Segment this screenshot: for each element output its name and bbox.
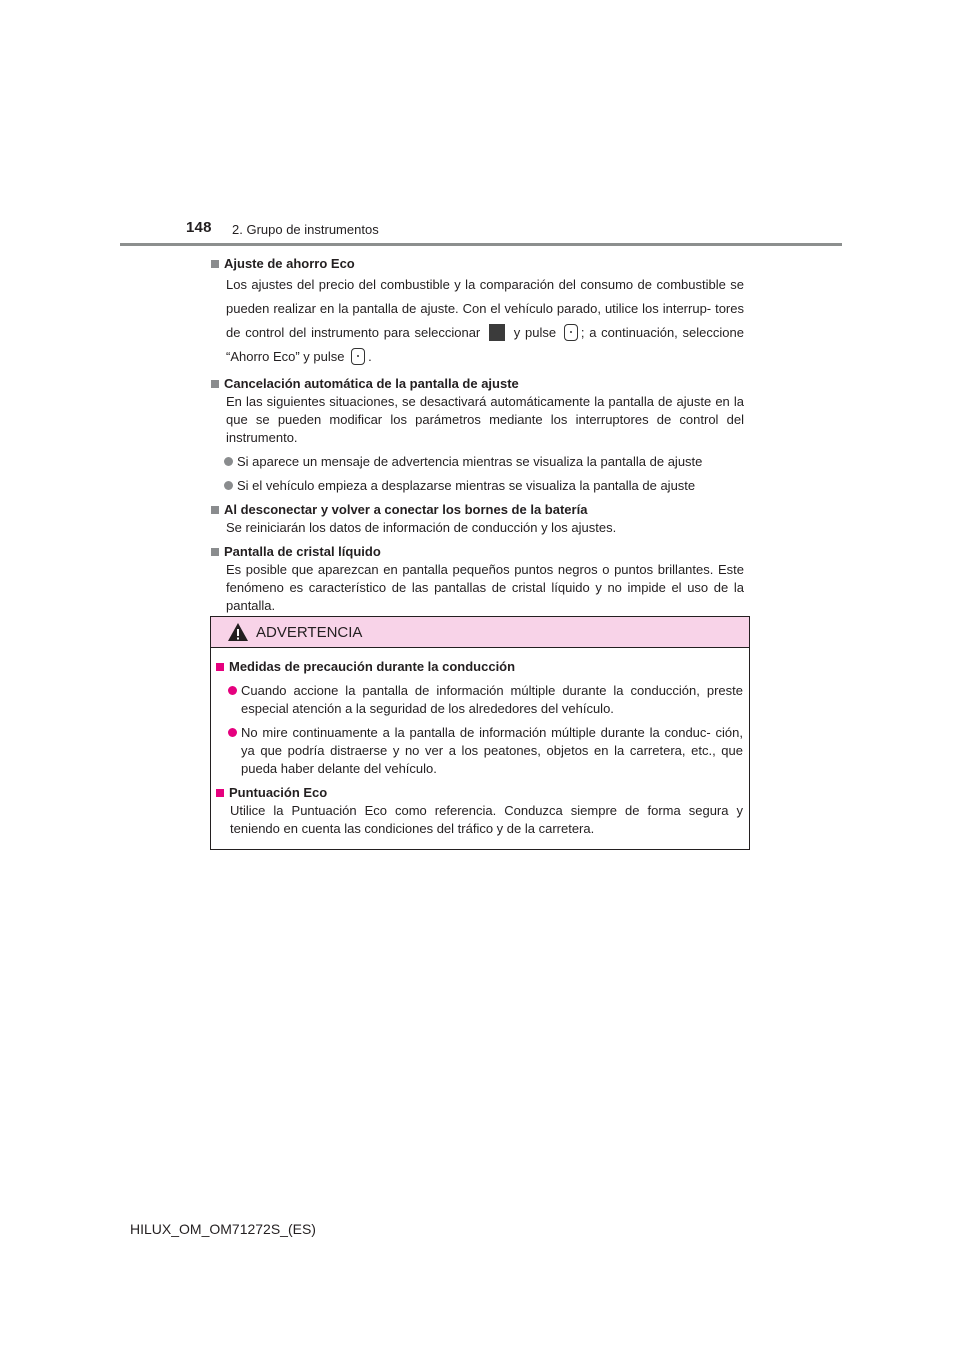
warning-section-eco-score xyxy=(216,784,743,838)
section-title: Al desconectar y volver a conectar los bornes de la batería xyxy=(211,501,744,519)
square-bullet-icon xyxy=(211,506,219,514)
list-item: No mire continuamente a la pantalla de información múltiple durante la conduc- ción, ya que podría distraerse y no ver a los peatones, objetos en la carretera, etc., que pueda haber delante del vehículo. xyxy=(216,724,743,778)
enter-button-icon xyxy=(564,324,578,341)
square-bullet-icon xyxy=(211,380,219,388)
gear-icon xyxy=(489,324,505,341)
warning-header xyxy=(211,617,749,648)
chapter-title: 2. Grupo de instrumentos xyxy=(232,222,379,237)
header-rule xyxy=(120,243,842,246)
list-item: Cuando accione la pantalla de información múltiple durante la conducción, preste especial atención a la seguridad de los alrededores del vehículo. xyxy=(216,682,743,718)
section-body: En las siguientes situaciones, se desactivará automáticamente la pantalla de ajuste en la que se pueden modificar los parámetros mediante los interruptores de control del instrumento. xyxy=(226,394,744,445)
section-lcd xyxy=(211,543,744,615)
warning-triangle-icon xyxy=(227,622,249,642)
round-bullet-icon xyxy=(224,481,233,490)
section-body: Los ajustes del precio del combustible y la comparación del consumo de combustible se pueden realizar en la pantalla de ajuste. Con el vehículo parado, utilice los interrup- tores de control del instrumento para seleccionar y pulse ; a continuación, seleccione “Ahorro Eco” y pulse . xyxy=(226,277,744,364)
section-title: Medidas de precaución durante la conducción xyxy=(216,658,743,676)
section-title: Puntuación Eco xyxy=(216,784,743,802)
section-title: Ajuste de ahorro Eco xyxy=(211,255,744,273)
page-number: 148 xyxy=(186,219,212,236)
section-title: Cancelación automática de la pantalla de ajuste xyxy=(211,375,744,393)
section-battery xyxy=(211,501,744,537)
round-bullet-icon xyxy=(228,728,237,737)
warning-body xyxy=(211,648,749,838)
square-bullet-icon xyxy=(211,548,219,556)
square-bullet-icon xyxy=(216,663,224,671)
section-auto-cancel xyxy=(211,375,744,495)
section-body: Utilice la Puntuación Eco como referencia. Conduzca siempre de forma segura y teniendo en cuenta las condiciones del tráfico y de la carretera. xyxy=(230,803,743,836)
square-bullet-icon xyxy=(216,789,224,797)
content xyxy=(211,255,744,621)
section-eco-settings xyxy=(211,255,744,369)
list-item: Si aparece un mensaje de advertencia mientras se visualiza la pantalla de ajuste xyxy=(211,453,744,471)
section-body: Se reiniciarán los datos de información de conducción y los ajustes. xyxy=(226,520,617,535)
section-title: Pantalla de cristal líquido xyxy=(211,543,744,561)
square-bullet-icon xyxy=(211,260,219,268)
round-bullet-icon xyxy=(228,686,237,695)
list-item: Si el vehículo empieza a desplazarse mientras se visualiza la pantalla de ajuste xyxy=(211,477,744,495)
warning-label: ADVERTENCIA xyxy=(256,623,363,641)
round-bullet-icon xyxy=(224,457,233,466)
warning-section-driving xyxy=(216,658,743,778)
document-code: HILUX_OM_OM71272S_(ES) xyxy=(130,1221,316,1237)
warning-box xyxy=(210,616,750,850)
enter-button-icon xyxy=(351,348,365,365)
section-body: Es posible que aparezcan en pantalla pequeños puntos negros o puntos brillantes. Este fenómeno es característico de las pantallas de cristal líquido y no impide el uso de la pantalla. xyxy=(226,562,744,613)
